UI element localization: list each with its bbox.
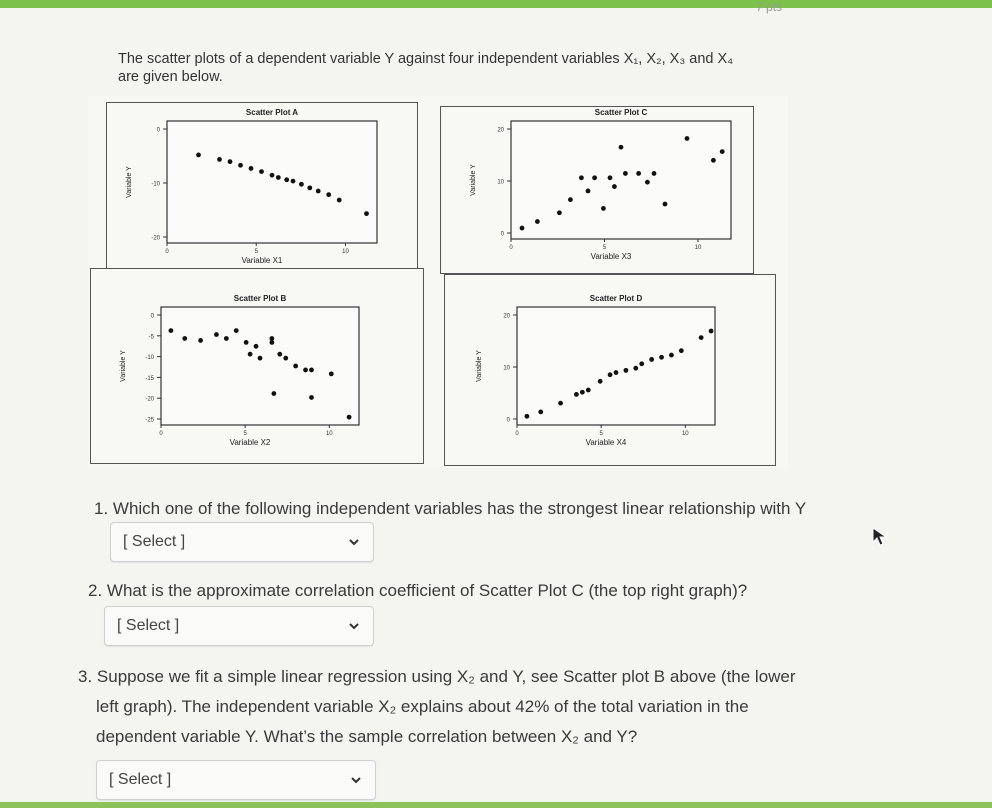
- data-point: [254, 344, 259, 349]
- data-point: [248, 352, 253, 357]
- scatter-plot-d: [445, 275, 775, 465]
- data-point: [663, 202, 668, 207]
- data-point: [598, 379, 603, 384]
- question-2-select[interactable]: [104, 606, 374, 646]
- y-tick-label: 10: [503, 365, 510, 372]
- data-point: [258, 356, 263, 361]
- mouse-cursor-icon: [872, 527, 890, 547]
- x-tick-label: 5: [599, 431, 603, 437]
- data-point: [645, 180, 650, 185]
- y-tick-label: 0: [500, 231, 504, 238]
- data-point: [679, 348, 684, 353]
- chevron-down-icon: [347, 619, 361, 633]
- y-tick-label: 0: [156, 127, 160, 134]
- x-axis-label: Variable X3: [590, 252, 632, 261]
- data-point: [364, 211, 369, 216]
- x-tick-label: 5: [243, 431, 247, 437]
- scatter-plot-a-panel: [106, 102, 418, 272]
- scatter-plot-d-panel: [444, 274, 776, 466]
- question-3-text: [78, 662, 938, 752]
- data-point: [198, 338, 203, 343]
- bottom-accent-bar: [0, 802, 992, 808]
- data-point: [259, 169, 264, 174]
- y-tick-label: -10: [145, 355, 154, 362]
- plot-title: Scatter Plot B: [233, 294, 287, 303]
- y-tick-label: 10: [497, 179, 504, 186]
- data-point: [586, 388, 591, 393]
- data-point: [309, 368, 314, 373]
- data-point: [238, 163, 243, 168]
- chevron-down-icon: [349, 773, 363, 787]
- data-point: [309, 395, 314, 400]
- y-tick-label: -15: [145, 375, 154, 382]
- data-point: [169, 328, 174, 333]
- data-point: [270, 173, 275, 178]
- x-tick-label: 0: [159, 431, 163, 437]
- data-point: [276, 175, 281, 180]
- question-3-line-1: 3. Suppose we fit a simple linear regression using X₂ and Y, see Scatter plot B above (the lower: [78, 667, 796, 686]
- x-tick-label: 10: [681, 431, 689, 437]
- y-axis-label: Variable Y: [470, 164, 477, 196]
- y-tick-label: 0: [150, 313, 154, 320]
- data-point: [217, 157, 222, 162]
- data-point: [228, 159, 233, 164]
- x-tick-label: 10: [342, 249, 349, 255]
- data-point: [557, 210, 562, 215]
- y-tick-label: 20: [497, 127, 504, 134]
- data-point: [284, 177, 289, 182]
- question-1-select[interactable]: [110, 522, 374, 562]
- data-point: [329, 371, 334, 376]
- data-point: [580, 390, 585, 395]
- data-point: [711, 158, 716, 163]
- data-point: [608, 372, 613, 377]
- data-point: [636, 171, 641, 176]
- x-tick-label: 10: [325, 431, 333, 437]
- data-point: [347, 415, 352, 420]
- data-point: [574, 392, 579, 397]
- data-point: [538, 409, 543, 414]
- question-3-select[interactable]: [96, 760, 376, 800]
- data-point: [652, 171, 657, 176]
- data-point: [568, 197, 573, 202]
- chevron-down-icon: [347, 535, 361, 549]
- data-point: [649, 357, 654, 362]
- question-2-text: 2. What is the approximate correlation coefficient of Scatter Plot C (the top right graph)?: [88, 581, 748, 600]
- data-point: [624, 368, 629, 373]
- data-point: [214, 332, 219, 337]
- y-axis-label: Variable Y: [126, 166, 133, 198]
- data-point: [592, 175, 597, 180]
- plot-title: Scatter Plot A: [245, 108, 299, 117]
- data-point: [316, 189, 321, 194]
- x-axis-label: Variable X1: [241, 256, 283, 265]
- data-point: [639, 361, 644, 366]
- data-point: [291, 179, 296, 184]
- data-point: [303, 368, 308, 373]
- data-point: [244, 340, 249, 345]
- data-point: [579, 175, 584, 180]
- data-point: [612, 184, 617, 189]
- x-tick-label: 0: [509, 245, 513, 251]
- data-point: [614, 370, 619, 375]
- data-point: [619, 145, 624, 150]
- y-tick-label: 20: [503, 313, 510, 320]
- data-point: [659, 355, 664, 360]
- plot-frame: [161, 307, 359, 425]
- data-point: [669, 353, 674, 358]
- data-point: [608, 175, 613, 180]
- data-point: [234, 328, 239, 333]
- x-tick-label: 0: [165, 249, 169, 255]
- question-1-select-label: [ Select ]: [123, 533, 186, 550]
- data-point: [520, 226, 525, 231]
- x-tick-label: 0: [515, 431, 519, 437]
- data-point: [249, 166, 254, 171]
- data-point: [283, 356, 288, 361]
- data-point: [337, 198, 342, 203]
- x-axis-label: Variable X2: [229, 438, 271, 447]
- data-point: [293, 364, 298, 369]
- x-axis-label: Variable X4: [585, 438, 627, 447]
- y-tick-label: -20: [145, 396, 154, 403]
- x-tick-label: 5: [602, 245, 607, 251]
- y-tick-label: -20: [151, 235, 160, 242]
- y-tick-label: -5: [148, 334, 154, 341]
- data-point: [558, 401, 563, 406]
- data-point: [685, 136, 690, 141]
- data-point: [709, 329, 714, 334]
- y-tick-label: 0: [506, 417, 510, 424]
- plot-frame: [511, 121, 731, 239]
- plot-title: Scatter Plot C: [594, 108, 648, 117]
- y-axis-label: Variable Y: [476, 350, 483, 382]
- data-point: [182, 336, 187, 341]
- intro-line-2: are given below.: [118, 69, 223, 85]
- question-intro: [118, 50, 818, 86]
- data-point: [307, 185, 312, 190]
- x-tick-label: 10: [694, 245, 702, 251]
- y-axis-label: Variable Y: [120, 350, 127, 382]
- data-point: [601, 206, 606, 211]
- question-1-text: 1. Which one of the following independent variables has the strongest linear relationship with Y: [94, 499, 807, 518]
- plot-frame: [517, 307, 715, 425]
- points-label: 7 pts: [756, 0, 783, 14]
- data-point: [271, 391, 276, 396]
- data-point: [633, 366, 638, 371]
- data-point: [623, 171, 628, 176]
- scatter-plot-c: [441, 107, 753, 273]
- plot-frame: [167, 121, 377, 243]
- scatter-plot-c-panel: [440, 106, 754, 274]
- question-3-line-3: dependent variable Y. What’s the sample correlation between X₂ and Y?: [96, 727, 638, 746]
- data-point: [720, 149, 725, 154]
- data-point: [299, 182, 304, 187]
- data-point: [699, 335, 704, 340]
- data-point: [586, 189, 591, 194]
- y-tick-label: -25: [145, 417, 154, 424]
- question-3-line-2: left graph). The independent variable X₂ explains about 42% of the total variation in the: [96, 697, 749, 716]
- plot-title: Scatter Plot D: [589, 294, 643, 303]
- data-point: [525, 414, 530, 419]
- data-point: [535, 219, 540, 224]
- scatter-figure: [88, 96, 788, 468]
- data-point: [196, 152, 201, 157]
- scatter-plot-b: [91, 269, 423, 463]
- x-tick-label: 5: [254, 249, 258, 255]
- scatter-plot-b-panel: [90, 268, 424, 464]
- data-point: [224, 336, 229, 341]
- question-2-select-label: [ Select ]: [117, 617, 180, 634]
- question-3-select-label: [ Select ]: [109, 771, 172, 788]
- scatter-plot-a: [107, 103, 417, 271]
- data-point: [326, 192, 331, 197]
- data-point: [277, 352, 282, 357]
- data-point: [269, 340, 274, 345]
- y-tick-label: -10: [151, 181, 160, 188]
- intro-line-1: The scatter plots of a dependent variable Y against four independent variables X₁, X₂, X₃ and X₄: [118, 51, 734, 67]
